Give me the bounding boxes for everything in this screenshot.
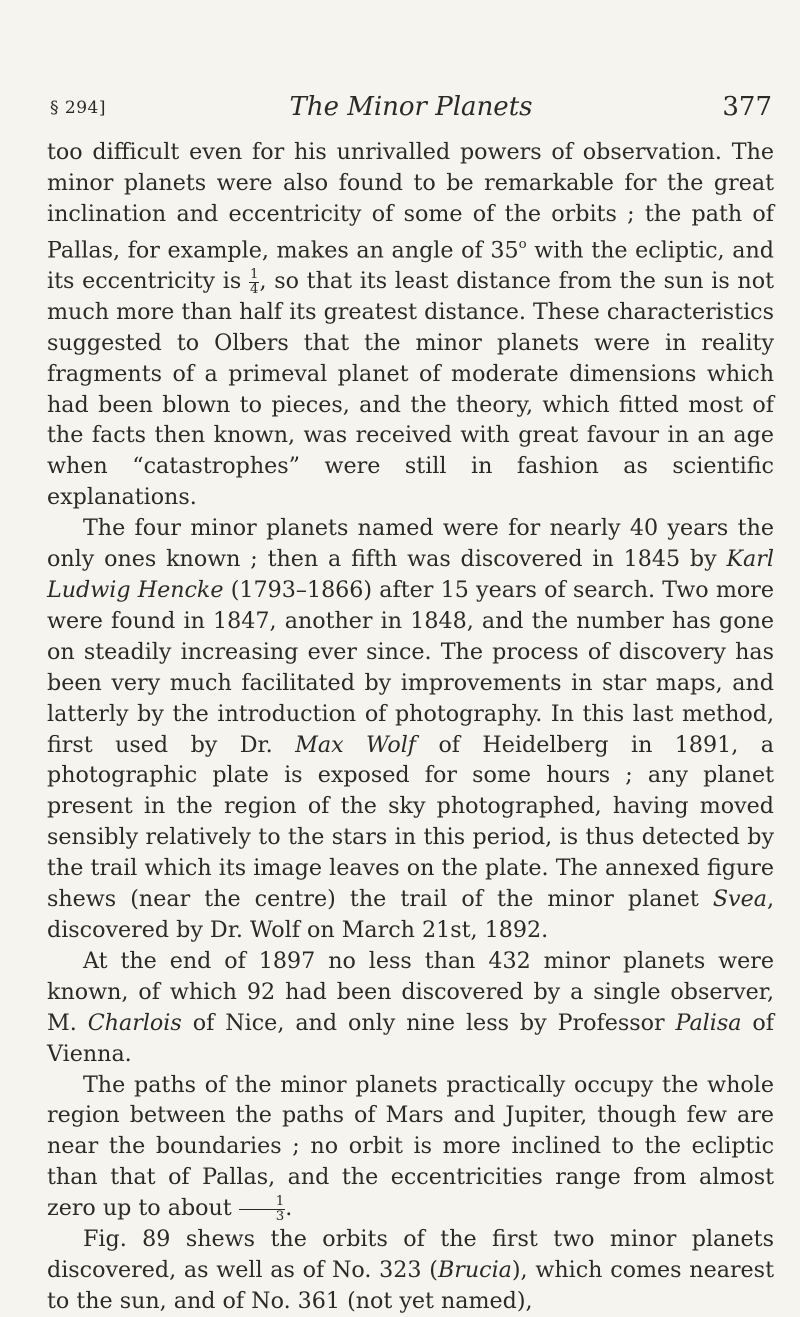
planet-name: Svea (712, 886, 767, 913)
planet-name: Brucia (437, 1256, 512, 1283)
running-title: The Minor Planets (289, 92, 533, 122)
paragraph-4: The paths of the minor planets practically occupy the whole region between the paths of Mars and Jupiter, though few are near the boundaries ; no orbit is more inclined to the ecliptic than that of Pallas, and the eccentricities range from almost zero up to about $\frac{1}{3}$ . (47, 1071, 774, 1224)
person-name: Palisa (675, 1009, 742, 1036)
person-name: Charlois (87, 1009, 182, 1036)
degree-sign: o (518, 236, 527, 252)
person-name: Max Wolf (295, 731, 417, 758)
page-number: 377 (722, 92, 772, 122)
paragraph-3: At the end of 1897 no less than 432 minor planets were known, of which 92 had been discovered by a single observer, M. Charlois of Nice, and only nine less by Professor Palisa of Vienna. (47, 947, 775, 1067)
running-header (50, 92, 772, 122)
fraction-one-third: $\frac{1}{3}$ (239, 1195, 285, 1223)
page-body (47, 137, 774, 1317)
section-reference: § 294] (50, 98, 106, 118)
paragraph-2: The four minor planets named were for nearly 40 years the only ones known ; then a fifth was discovered in 1845 by Karl Ludwig Hencke (1793–1866) after 15 years of search. Two more were found in 1847, another in 1848, and the number has gone on steadily increasing ever since. The process of discovery has been very much facilitated by improvements in star maps, and latterly by the introduction of photography. In this last method, first used by Dr. Max Wolf of Heidelberg in 1891, a photographic plate is exposed for some hours ; any planet present in the region of the sky photographed, having moved sensibly relatively to the stars in this period, is thus detected by the trail which its image leaves on the plate. The annexed figure shews (near the centre) the trail of the minor planet Svea, discovered by Dr. Wolf on March 21st, 1892. (47, 515, 774, 943)
paragraph-1: too difficult even for his unrivalled powers of observation. The minor planets were also found to be remarkable for the great inclination and eccentricity of some of the orbits ; the path of Pallas, for example, makes an angle of 35$^o$ with the ecliptic, and its eccentricity is $\frac{1}{4}$ , so that its least distance from the sun is not much more than half its greatest distance. These characteristics suggested to Olbers that the minor planets were in reality fragments of a primeval planet of moderate dimensions which had been blown to pieces, and the theory, which fitted most of the facts then known, was received with great favour in an age when “catastrophes” were still in fashion as scientific explanations. (47, 139, 774, 511)
paragraph-5: Fig. 89 shews the orbits of the first two minor planets discovered, as well as of No. 323 (Brucia), which comes nearest to the sun, and of No. 361 (not yet named), (47, 1226, 774, 1314)
person-name: Karl Ludwig Hencke (47, 546, 774, 603)
fraction-one-quarter: $\frac{1}{4}$ (249, 267, 259, 297)
